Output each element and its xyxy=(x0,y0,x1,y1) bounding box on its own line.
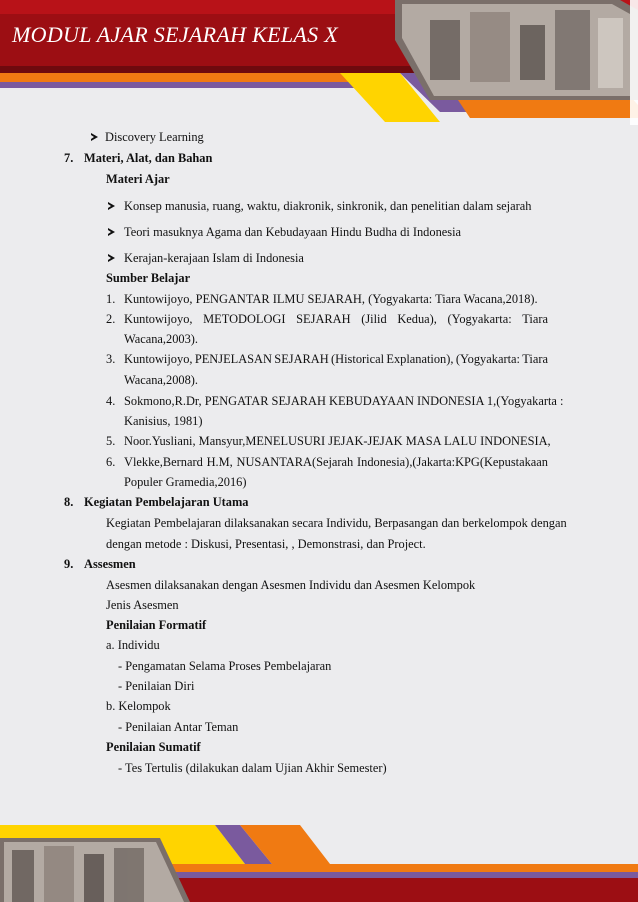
sumber-text-cont: Wacana,2008). xyxy=(124,373,198,387)
sumatif-item: - Tes Tertulis (dilakukan dalam Ujian Akhir Semester) xyxy=(118,761,387,775)
section-8-number: 8. xyxy=(64,495,74,509)
materi-heading: Materi Ajar xyxy=(106,172,170,186)
materi-item: Kerajan-kerajaan Islam di Indonesia xyxy=(124,251,304,265)
section-7-number: 7. xyxy=(64,151,74,165)
sumber-text-cont: Wacana,2003). xyxy=(124,332,198,346)
sumatif-heading: Penilaian Sumatif xyxy=(106,740,201,754)
formatif-a-item: - Pengamatan Selama Proses Pembelajaran xyxy=(118,659,332,673)
bullet-arrow-icon xyxy=(108,228,115,236)
sumber-text: Kuntowijoyo, METODOLOGI SEJARAH (Jilid Kedua), (Yogyakarta: Tiara xyxy=(124,312,548,326)
sumber-text: Kuntowijoyo, PENGANTAR ILMU SEJARAH, (Yogyakarta: Tiara Wacana,2018). xyxy=(124,292,538,306)
bullet-arrow-icon xyxy=(108,254,115,262)
bullet-arrow-icon xyxy=(91,133,98,141)
formatif-a-item: - Penilaian Diri xyxy=(118,679,195,693)
section-8-text: Kegiatan Pembelajaran dilaksanakan secara Individu, Berpasangan dan berkelompok dengan xyxy=(106,516,567,530)
sumber-text-cont: Kanisius, 1981) xyxy=(124,414,203,428)
section-8-text: dengan metode : Diskusi, Presentasi, , Demonstrasi, dan Project. xyxy=(106,537,426,551)
section-9-title: Assesmen xyxy=(84,557,136,571)
sumber-text: Kuntowijoyo, PENJELASAN SEJARAH (Historical Explanation), (Yogyakarta: Tiara xyxy=(124,352,548,366)
sumber-number: 2. xyxy=(106,312,116,326)
sumber-number: 6. xyxy=(106,455,116,469)
header-title: MODUL AJAR SEJARAH KELAS X xyxy=(12,22,338,47)
sumber-text: Vlekke,Bernard H.M, NUSANTARA(Sejarah Indonesia),(Jakarta:KPG(Kepustakaan xyxy=(124,455,548,469)
sumber-number: 4. xyxy=(106,394,116,408)
sumber-number: 3. xyxy=(106,352,116,366)
sumber-text: Noor.Yusliani, Mansyur,MENELUSURI JEJAK-JEJAK MASA LALU INDONESIA, xyxy=(124,434,551,448)
section-7-title: Materi, Alat, dan Bahan xyxy=(84,151,213,165)
formatif-b: b. Kelompok xyxy=(106,699,171,713)
formatif-a: a. Individu xyxy=(106,638,160,652)
sumber-number: 1. xyxy=(106,292,116,306)
jenis-asesmen: Jenis Asesmen xyxy=(106,598,179,612)
bullet-arrow-icon xyxy=(108,202,115,210)
sumber-text: Sokmono,R.Dr, PENGATAR SEJARAH KEBUDAYAAN INDONESIA 1,(Yogyakarta : xyxy=(124,394,564,408)
sumber-text-cont: Populer Gramedia,2016) xyxy=(124,475,247,489)
materi-item: Teori masuknya Agama dan Kebudayaan Hindu Budha di Indonesia xyxy=(124,225,462,239)
top-bullet: Discovery Learning xyxy=(105,130,204,144)
formatif-heading: Penilaian Formatif xyxy=(106,618,207,632)
section-9-text: Asesmen dilaksanakan dengan Asesmen Individu dan Asesmen Kelompok xyxy=(106,578,476,592)
formatif-b-item: - Penilaian Antar Teman xyxy=(118,720,239,734)
sumber-number: 5. xyxy=(106,434,116,448)
section-8-title: Kegiatan Pembelajaran Utama xyxy=(84,495,249,509)
sumber-heading: Sumber Belajar xyxy=(106,271,191,285)
section-9-number: 9. xyxy=(64,557,74,571)
materi-item: Konsep manusia, ruang, waktu, diakronik, sinkronik, dan penelitian dalam sejarah xyxy=(124,199,532,213)
